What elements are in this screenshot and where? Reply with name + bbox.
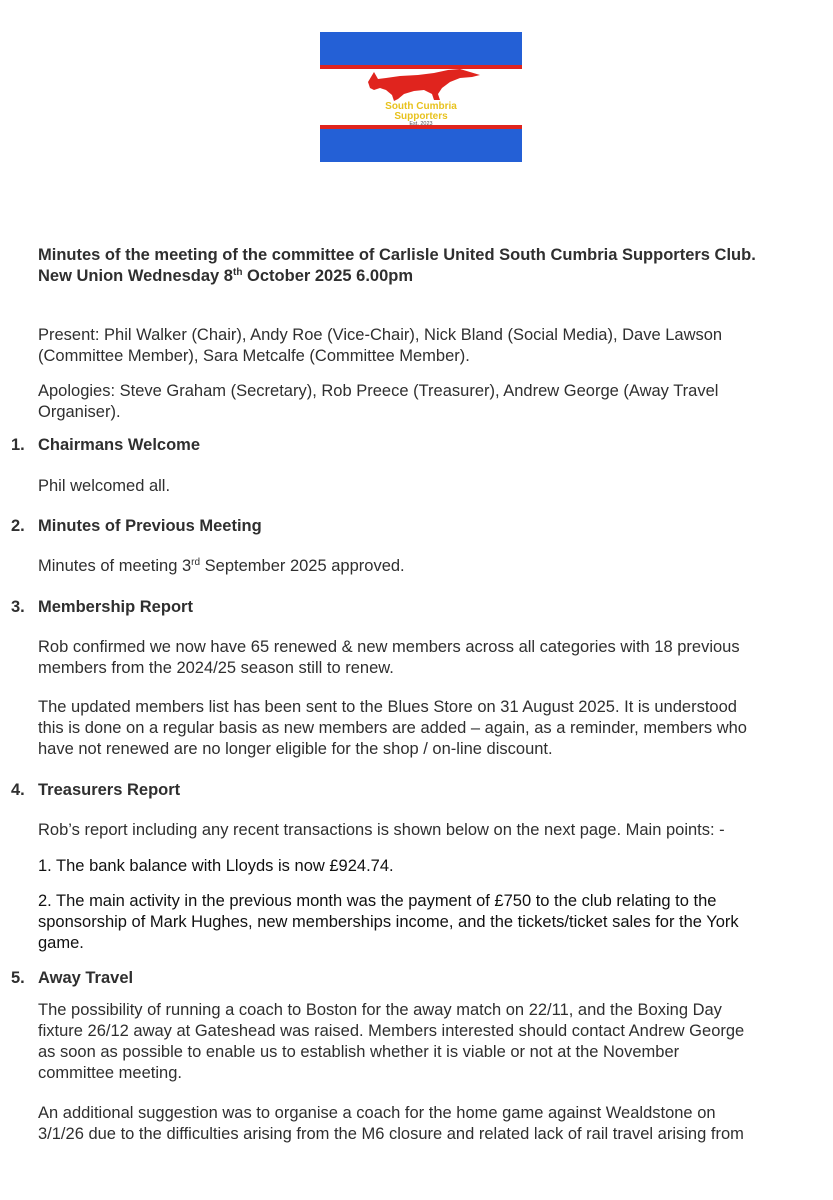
- section-3-number: 3.: [11, 598, 25, 616]
- section-1-number: 1.: [11, 436, 25, 454]
- section-1-body: Phil welcomed all.: [38, 477, 171, 495]
- section-2-body: [38, 556, 405, 577]
- section-4-point1: 1. The bank balance with Lloyds is now £924.74.: [38, 857, 394, 875]
- section-3-p2-line2: this is done on a regular basis as new members are added – again, as a reminder, members who: [38, 719, 747, 737]
- title-date-prefix: New Union Wednesday 8: [38, 267, 233, 285]
- section-4-point2-line2: sponsorship of Mark Hughes, new memberships income, and the tickets/ticket sales for the York: [38, 913, 739, 931]
- section-5-number: 5.: [11, 969, 25, 987]
- section-3-p1-line1: Rob confirmed we now have 65 renewed & new members across all categories with 18 previous: [38, 638, 740, 656]
- section-2-body-prefix: Minutes of meeting 3: [38, 557, 192, 575]
- logo-text-line3: Est. 2023: [409, 121, 433, 127]
- section-3-p2-line1: The updated members list has been sent to the Blues Store on 31 August 2025. It is understood: [38, 698, 737, 716]
- section-3-p2-line3: have not renewed are no longer eligible for the shop / on-line discount.: [38, 740, 553, 758]
- section-4-heading: Treasurers Report: [38, 781, 181, 799]
- section-2-body-suffix: September 2025 approved.: [200, 557, 405, 575]
- fox-icon: [320, 32, 522, 162]
- section-5-heading: Away Travel: [38, 969, 134, 987]
- section-5-p1-line3: as soon as possible to enable us to establish whether it is viable or not at the November: [38, 1043, 680, 1061]
- apologies-line1: Apologies: Steve Graham (Secretary), Rob Preece (Treasurer), Andrew George (Away Travel: [38, 382, 719, 400]
- section-3-heading: Membership Report: [38, 598, 193, 616]
- section-4-point2-line3: game.: [38, 934, 84, 952]
- title-date-superscript: th: [233, 267, 243, 278]
- section-2-number: 2.: [11, 517, 25, 535]
- club-logo: [320, 32, 522, 162]
- section-4-intro: Rob’s report including any recent transactions is shown below on the next page. Main points: -: [38, 821, 725, 839]
- section-4-point2-line1: 2. The main activity in the previous month was the payment of £750 to the club relating to the: [38, 892, 717, 910]
- present-line2: (Committee Member), Sara Metcalfe (Committee Member).: [38, 347, 470, 365]
- section-2-body-superscript: rd: [191, 557, 201, 568]
- logo-text-line1: South Cumbria: [385, 101, 457, 112]
- logo-text-line2: Supporters: [394, 111, 448, 122]
- section-5-p2-line1: An additional suggestion was to organise a coach for the home game against Wealdstone on: [38, 1104, 716, 1122]
- apologies-line2: Organiser).: [38, 403, 121, 421]
- section-5-p1-line1: The possibility of running a coach to Boston for the away match on 22/11, and the Boxing Day: [38, 1001, 722, 1019]
- section-1-heading: Chairmans Welcome: [38, 436, 201, 454]
- document-title-line2: [38, 266, 413, 287]
- section-5-p1-line4: committee meeting.: [38, 1064, 182, 1082]
- section-3-p1-line2: members from the 2024/25 season still to renew.: [38, 659, 394, 677]
- section-5-p2-line2: 3/1/26 due to the difficulties arising from the M6 closure and related lack of rail travel arising from: [38, 1125, 744, 1143]
- section-2-heading: Minutes of Previous Meeting: [38, 517, 262, 535]
- present-line1: Present: Phil Walker (Chair), Andy Roe (Vice-Chair), Nick Bland (Social Media), Dave Lawson: [38, 326, 723, 344]
- section-4-number: 4.: [11, 781, 25, 799]
- section-5-p1-line2: fixture 26/12 away at Gateshead was raised. Members interested should contact Andrew George: [38, 1022, 745, 1040]
- document-title-line1: Minutes of the meeting of the committee of Carlisle United South Cumbria Supporters Club.: [38, 246, 756, 264]
- title-date-suffix: October 2025 6.00pm: [242, 267, 414, 285]
